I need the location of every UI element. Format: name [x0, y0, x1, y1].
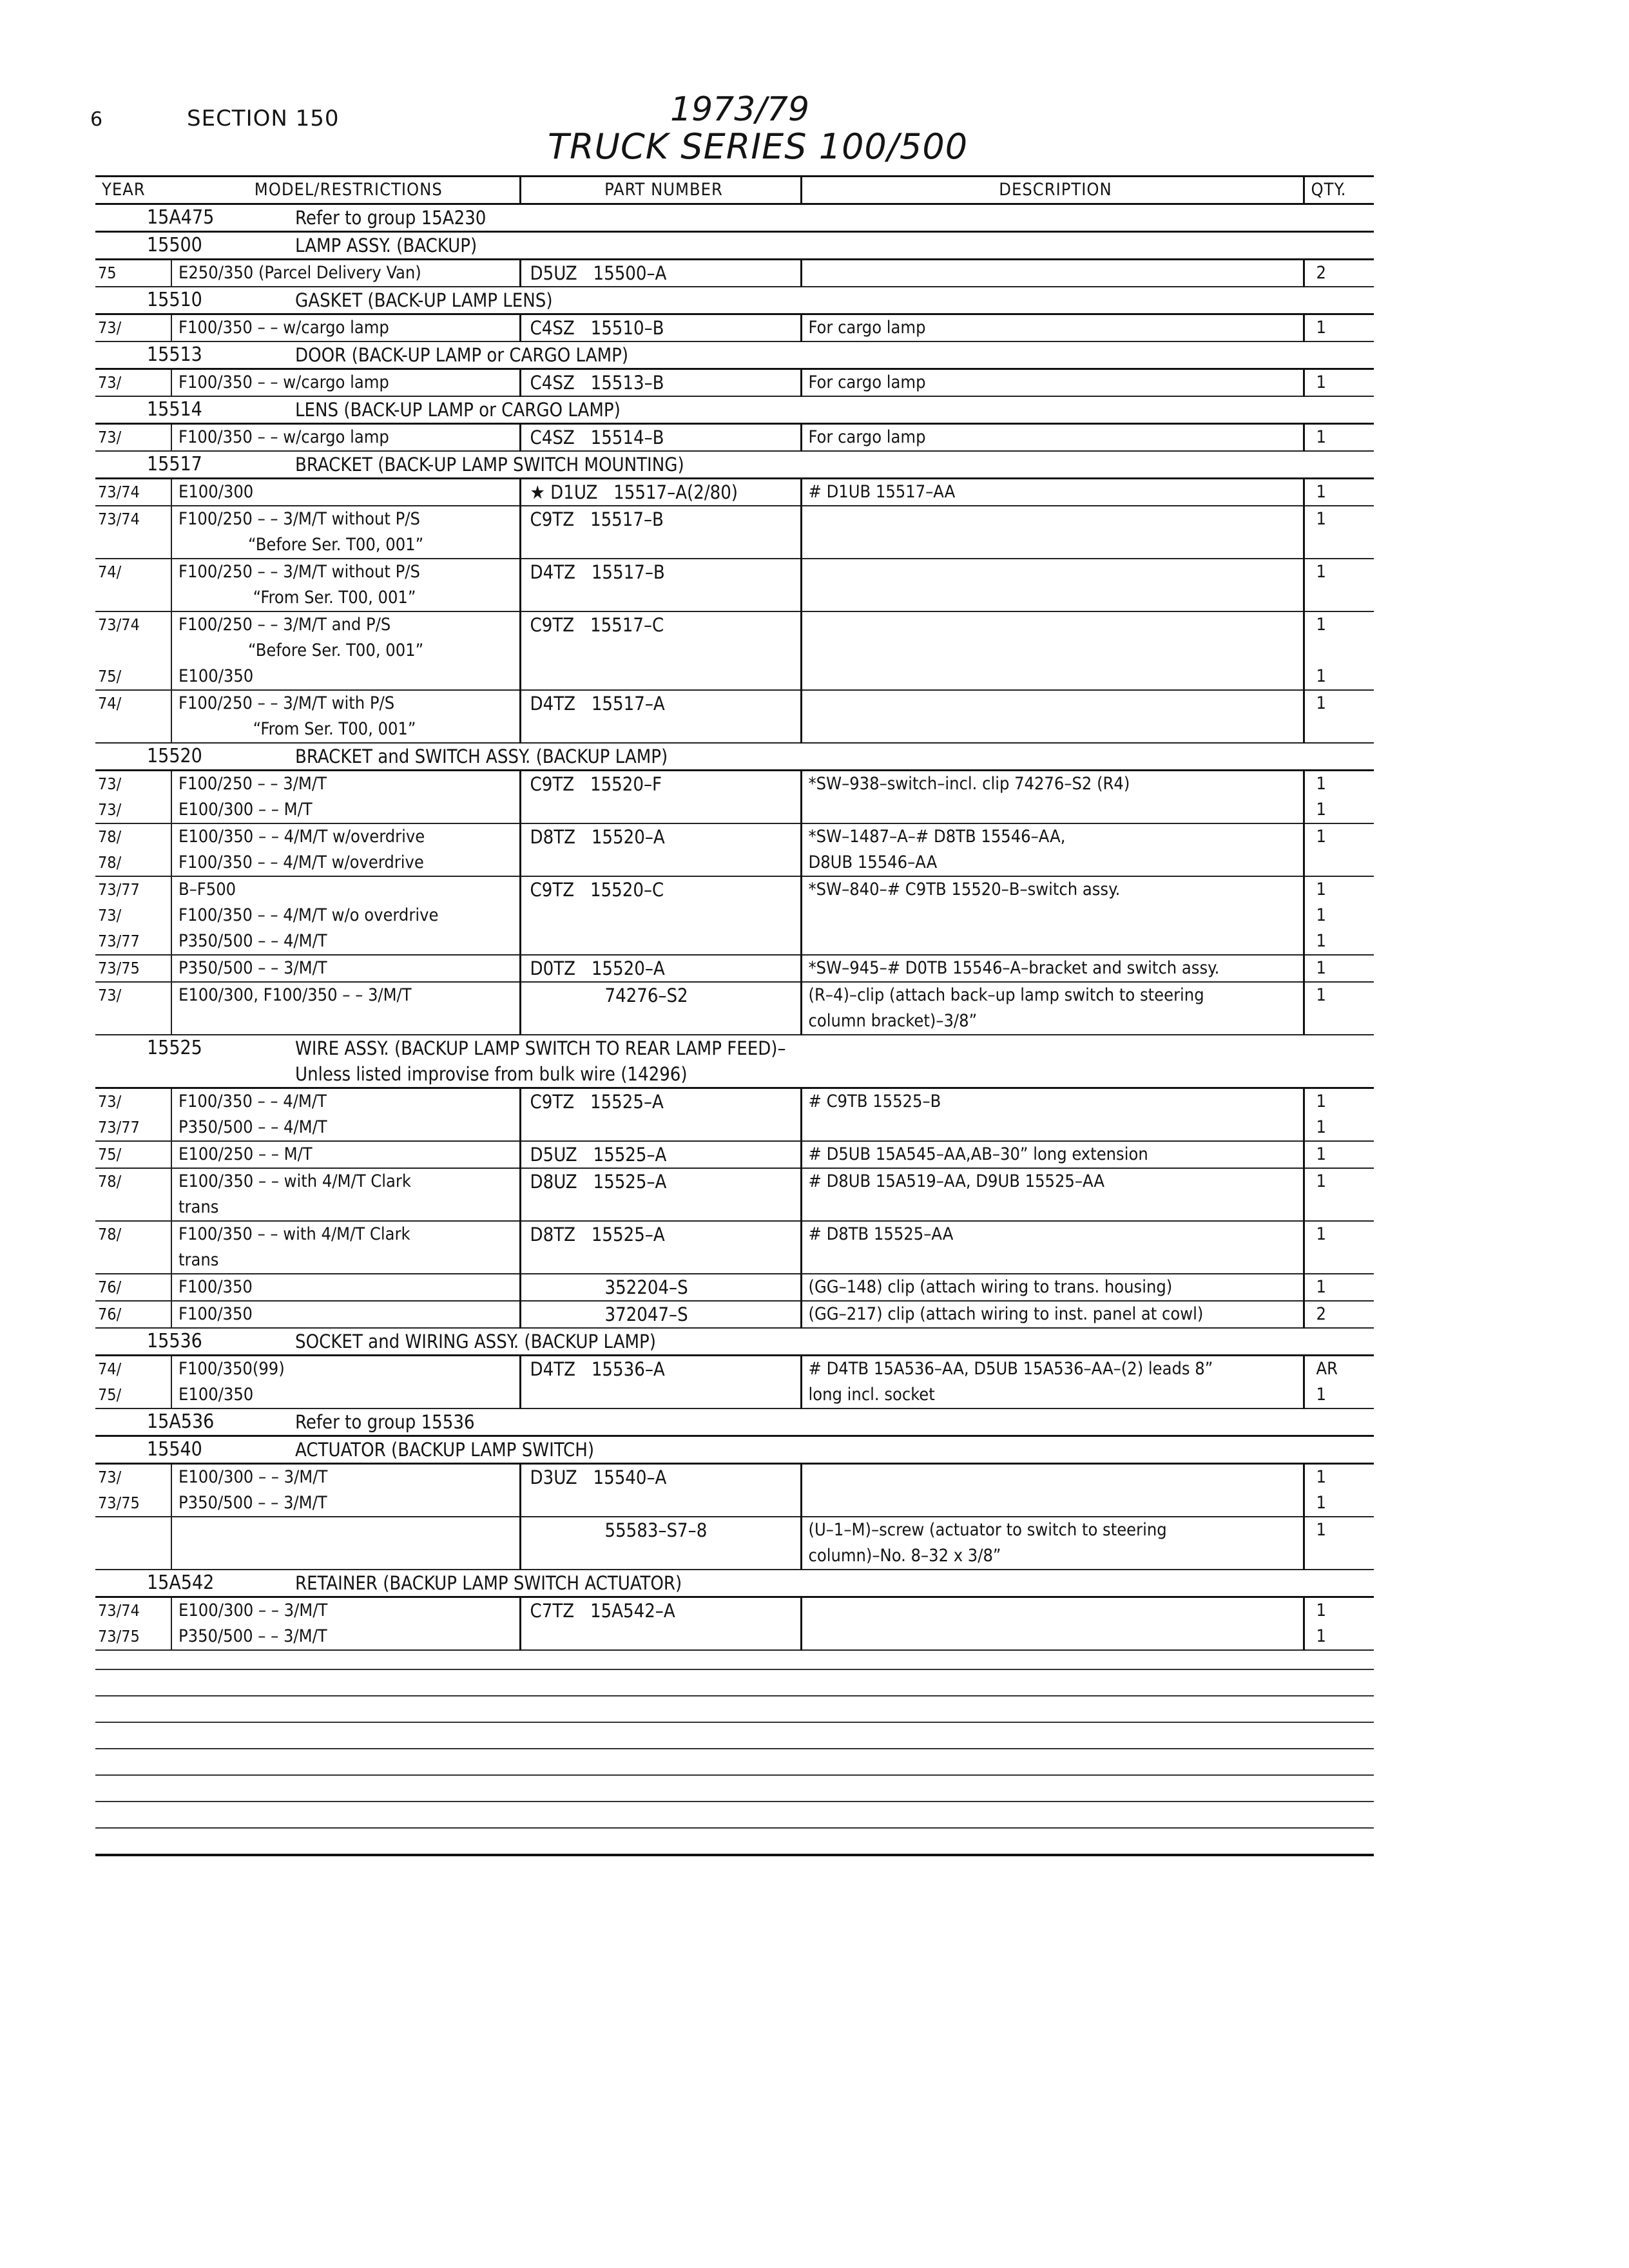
part-row [95, 903, 1374, 928]
row-part-number: C4SZ 15513–B [520, 369, 801, 397]
row-qty: AR [1316, 1359, 1338, 1379]
row-part-number: D4TZ 15536–A [520, 1356, 801, 1383]
row-year: 76/ [95, 1301, 171, 1328]
row-year: 73/ [95, 314, 171, 342]
group-header-cell [95, 1408, 1374, 1436]
group-header-cell [95, 341, 1374, 369]
row-year: 73/77 [95, 928, 171, 955]
row-description [801, 690, 1304, 743]
part-row [95, 1624, 1374, 1650]
row-model: P350/500 – – 4/M/T [171, 1115, 520, 1141]
blank-ruled-area [95, 1669, 1374, 1881]
row-year: 73/75 [95, 1490, 171, 1517]
row-qty: 1 [1304, 559, 1374, 611]
row-year: 73/77 [95, 1115, 171, 1141]
row-model: E100/300 – – 3/M/T [171, 1464, 520, 1491]
group-header-cell [95, 1436, 1374, 1464]
part-row [95, 1517, 1374, 1570]
row-part-number: C7TZ 15A542–A [520, 1597, 801, 1624]
row-part-number [520, 1115, 801, 1141]
row-part-number: D4TZ 15517–A [520, 690, 801, 743]
row-part-number [520, 1382, 801, 1408]
part-row [95, 823, 1374, 850]
row-model: F100/350 – – w/cargo lamp [171, 314, 520, 342]
column-header-year: YEAR [95, 177, 171, 204]
row-model: F100/250 – – 3/M/T without P/S “Before Ser. T00, 001” [171, 506, 520, 559]
group-header-row [95, 1035, 1374, 1088]
row-part-number: D0TZ 15520–A [520, 955, 801, 982]
row-description: D8UB 15546–AA [801, 850, 1304, 876]
ruled-line [95, 1774, 1374, 1776]
column-header-qty: QTY. [1304, 177, 1374, 204]
row-description [801, 1624, 1304, 1650]
group-header-row [95, 396, 1374, 424]
row-qty: 1 [1304, 1382, 1374, 1408]
row-qty: 1 [1304, 1517, 1374, 1570]
group-number: 15513 [147, 343, 202, 366]
row-year: 75/ [95, 1382, 171, 1408]
ruled-line [95, 1748, 1374, 1749]
row-part-number [520, 903, 801, 928]
row-description [801, 260, 1304, 287]
column-header-description: DESCRIPTION [801, 177, 1304, 204]
row-model: E100/300 [171, 479, 520, 506]
ruled-line [95, 1801, 1374, 1802]
row-description: # D4TB 15A536–AA, D5UB 15A536–AA–(2) leads 8” [801, 1356, 1304, 1383]
row-model: E100/300 – – 3/M/T [171, 1597, 520, 1624]
group-number: 15A536 [147, 1410, 215, 1433]
row-part-number: D4TZ 15517–B [520, 559, 801, 611]
part-row [95, 982, 1374, 1035]
parts-table [95, 175, 1374, 1651]
part-row [95, 1356, 1374, 1383]
ruled-line [95, 1827, 1374, 1829]
row-part-number [520, 850, 801, 876]
group-name: SOCKET and WIRING ASSY. (BACKUP LAMP) [295, 1331, 656, 1352]
row-part-number [520, 797, 801, 823]
part-row [95, 1382, 1374, 1408]
group-number: 15500 [147, 234, 202, 256]
row-year: 73/ [98, 774, 122, 793]
row-year: 74/ [95, 690, 171, 743]
row-part-number: 372047–S [520, 1301, 801, 1328]
row-description: # D1UB 15517–AA [801, 479, 1304, 506]
row-part-number: C9TZ 15520–F [520, 771, 801, 798]
row-model: F100/350 [171, 1301, 520, 1328]
group-number: 15A542 [147, 1571, 215, 1594]
row-part-number: C9TZ 15517–B [520, 506, 801, 559]
part-row [95, 1168, 1374, 1221]
row-model: F100/250 – – 3/M/T and P/S “Before Ser. T00, 001” [171, 611, 520, 664]
group-header-cell [95, 287, 1374, 314]
group-header-row [95, 232, 1374, 260]
row-qty: 1 [1304, 1490, 1374, 1517]
row-part-number [520, 1624, 801, 1650]
row-qty: 2 [1304, 260, 1374, 287]
row-year: 73/ [95, 797, 171, 823]
row-description: # D8TB 15525–AA [801, 1221, 1304, 1274]
part-row [95, 876, 1374, 903]
group-header-row [95, 341, 1374, 369]
part-row [95, 369, 1374, 397]
row-description [801, 664, 1304, 690]
row-qty: 1 [1316, 1467, 1326, 1487]
column-header-part-number: PART NUMBER [520, 177, 801, 204]
row-part-number: D5UZ 15500–A [520, 260, 801, 287]
row-year: 73/74 [95, 479, 171, 506]
row-part-number: C9TZ 15525–A [520, 1088, 801, 1115]
row-part-number: C4SZ 15514–B [520, 424, 801, 452]
group-header-cell [95, 204, 1374, 232]
part-row [95, 260, 1374, 287]
row-model: P350/500 – – 3/M/T [171, 1490, 520, 1517]
row-description: # D5UB 15A545–AA,AB–30” long extension [801, 1141, 1304, 1168]
row-description: (GG–148) clip (attach wiring to trans. housing) [801, 1274, 1304, 1301]
ruled-line [95, 1669, 1374, 1670]
row-description: long incl. socket [801, 1382, 1304, 1408]
row-model: F100/350 – – w/cargo lamp [171, 369, 520, 397]
row-model: F100/250 – – 3/M/T [171, 771, 520, 798]
row-qty: 1 [1316, 827, 1326, 847]
parts-table-container [95, 175, 1374, 1651]
row-qty: 1 [1304, 797, 1374, 823]
table-header-row [95, 177, 1374, 204]
row-qty: 1 [1304, 1274, 1374, 1301]
row-model: E100/350 – – with 4/M/T Clark trans [171, 1168, 520, 1221]
row-year: 73/ [95, 982, 171, 1035]
row-qty: 1 [1304, 1141, 1374, 1168]
group-header-cell [95, 1328, 1374, 1356]
row-model: P350/500 – – 3/M/T [171, 1624, 520, 1650]
group-number: 15536 [147, 1330, 202, 1352]
section-title: SECTION 150 [187, 106, 340, 131]
row-qty: 1 [1304, 506, 1374, 559]
row-description [801, 611, 1304, 664]
row-model: F100/350 – – with 4/M/T Clark trans [171, 1221, 520, 1274]
row-part-number: D8UZ 15525–A [520, 1168, 801, 1221]
row-part-number: C4SZ 15510–B [520, 314, 801, 342]
part-row [95, 559, 1374, 611]
row-year: 78/ [95, 1221, 171, 1274]
row-description [801, 1464, 1304, 1491]
part-row [95, 1597, 1374, 1624]
group-header-cell [95, 451, 1374, 479]
row-qty: 1 [1304, 1115, 1374, 1141]
group-name: LAMP ASSY. (BACKUP) [295, 235, 477, 256]
row-description: *SW–945–# D0TB 15546–A–bracket and switch assy. [801, 955, 1304, 982]
group-name: BRACKET and SWITCH ASSY. (BACKUP LAMP) [295, 745, 668, 767]
row-year: 75/ [95, 664, 171, 690]
part-row [95, 314, 1374, 342]
row-model: F100/350 – – w/cargo lamp [171, 424, 520, 452]
row-description: For cargo lamp [801, 314, 1304, 342]
row-year: 73/75 [95, 955, 171, 982]
row-year: 73/74 [98, 615, 140, 634]
row-description [801, 903, 1304, 928]
row-year: 73/75 [95, 1624, 171, 1650]
row-model: F100/350 – – 4/M/T w/overdrive [171, 850, 520, 876]
row-model: F100/250 – – 3/M/T with P/S “From Ser. T00, 001” [171, 690, 520, 743]
row-description: For cargo lamp [801, 369, 1304, 397]
row-part-number: 74276–S2 [520, 982, 801, 1035]
row-description: # D8UB 15A519–AA, D9UB 15525–AA [801, 1168, 1304, 1221]
row-year: 75 [95, 260, 171, 287]
row-model: E100/300, F100/350 – – 3/M/T [171, 982, 520, 1035]
row-qty: 1 [1304, 955, 1374, 982]
ruled-line [95, 1722, 1374, 1723]
row-year: 73/74 [95, 506, 171, 559]
row-year: 73/ [95, 424, 171, 452]
row-part-number: D3UZ 15540–A [520, 1464, 801, 1491]
row-description: # C9TB 15525–B [801, 1088, 1304, 1115]
row-year: 76/ [95, 1274, 171, 1301]
group-name: BRACKET (BACK-UP LAMP SWITCH MOUNTING) [295, 454, 684, 476]
column-header-model: MODEL/RESTRICTIONS [171, 177, 520, 204]
row-year: 73/77 [98, 880, 140, 899]
row-model: F100/250 – – 3/M/T without P/S “From Ser. T00, 001” [171, 559, 520, 611]
row-qty: 1 [1304, 690, 1374, 743]
group-name: WIRE ASSY. (BACKUP LAMP SWITCH TO REAR LAMP FEED)– Unless listed improvise from bulk wire (14296) [295, 1037, 786, 1085]
group-number: 15514 [147, 398, 202, 421]
row-qty: 1 [1304, 1221, 1374, 1274]
part-row [95, 1490, 1374, 1517]
row-qty: 1 [1316, 774, 1326, 794]
part-row [95, 611, 1374, 664]
part-row [95, 850, 1374, 876]
row-description: (GG–217) clip (attach wiring to inst. panel at cowl) [801, 1301, 1304, 1328]
row-part-number [520, 928, 801, 955]
group-header-cell [95, 1570, 1374, 1597]
ruled-line [95, 1695, 1374, 1696]
group-number: 15540 [147, 1438, 202, 1461]
row-model: E100/300 – – M/T [171, 797, 520, 823]
group-header-row [95, 743, 1374, 771]
row-year: 74/ [95, 559, 171, 611]
group-header-row [95, 287, 1374, 314]
part-row [95, 506, 1374, 559]
part-row [95, 1464, 1374, 1491]
row-part-number: D8TZ 15520–A [520, 823, 801, 850]
series-title: TRUCK SERIES 100/500 [548, 126, 969, 167]
part-row [95, 1088, 1374, 1115]
row-year: 73/ [98, 1092, 122, 1111]
part-row [95, 928, 1374, 955]
part-row [95, 1115, 1374, 1141]
row-year: 73/ [95, 369, 171, 397]
group-header-cell [95, 1035, 1374, 1088]
row-model: E250/350 (Parcel Delivery Van) [171, 260, 520, 287]
group-name: ACTUATOR (BACKUP LAMP SWITCH) [295, 1439, 595, 1461]
row-model: B–F500 [171, 876, 520, 903]
row-qty: 1 [1304, 369, 1374, 397]
row-qty: 1 [1316, 905, 1326, 925]
part-row [95, 424, 1374, 452]
row-model: F100/350 – – 4/M/T [171, 1088, 520, 1115]
group-name: Refer to group 15536 [295, 1411, 475, 1433]
group-name: Refer to group 15A230 [295, 207, 487, 229]
group-number: 15517 [147, 453, 202, 476]
row-year: 73/ [98, 1468, 122, 1486]
part-row [95, 664, 1374, 690]
row-model: F100/350 [171, 1274, 520, 1301]
group-name: GASKET (BACK-UP LAMP LENS) [295, 289, 553, 311]
row-model: F100/350 – – 4/M/T w/o overdrive [171, 903, 520, 928]
row-qty: 1 [1316, 879, 1326, 899]
group-header-row [95, 451, 1374, 479]
row-qty [1304, 850, 1374, 876]
part-row [95, 690, 1374, 743]
row-part-number: D5UZ 15525–A [520, 1141, 801, 1168]
row-qty: 1 [1316, 615, 1326, 635]
group-header-cell [95, 396, 1374, 424]
group-header-row [95, 1328, 1374, 1356]
row-qty: 1 [1304, 1168, 1374, 1221]
row-description [801, 1490, 1304, 1517]
group-name: LENS (BACK-UP LAMP or CARGO LAMP) [295, 399, 621, 421]
row-part-number: C9TZ 15517–C [520, 611, 801, 664]
group-header-row [95, 1408, 1374, 1436]
group-header-row [95, 1436, 1374, 1464]
row-description: *SW–938–switch–incl. clip 74276–S2 (R4) [801, 771, 1304, 798]
part-row [95, 1301, 1374, 1328]
row-model: P350/500 – – 4/M/T [171, 928, 520, 955]
row-part-number: 55583–S7–8 [520, 1517, 801, 1570]
page-number: 6 [90, 108, 103, 131]
row-part-number [520, 1490, 801, 1517]
row-qty: 1 [1304, 424, 1374, 452]
part-row [95, 1141, 1374, 1168]
row-part-number: 352204–S [520, 1274, 801, 1301]
row-year: 75/ [95, 1141, 171, 1168]
row-qty: 1 [1304, 479, 1374, 506]
row-part-number: C9TZ 15520–C [520, 876, 801, 903]
row-part-number [520, 664, 801, 690]
row-description: *SW–840–# C9TB 15520–B–switch assy. [801, 876, 1304, 903]
row-description [801, 797, 1304, 823]
row-description [801, 506, 1304, 559]
row-year: 73/74 [98, 1601, 140, 1620]
group-number: 15510 [147, 289, 202, 311]
group-number: 15A475 [147, 206, 215, 229]
row-model: E100/350 [171, 664, 520, 690]
group-name: DOOR (BACK-UP LAMP or CARGO LAMP) [295, 344, 629, 366]
row-description: *SW–1487–A–# D8TB 15546–AA, [801, 823, 1304, 850]
years-title: 1973/79 [670, 90, 810, 129]
row-description [801, 1597, 1304, 1624]
row-qty: 2 [1304, 1301, 1374, 1328]
group-header-cell [95, 743, 1374, 771]
row-model: E100/350 [171, 1382, 520, 1408]
group-header-cell [95, 232, 1374, 260]
row-description: (R–4)–clip (attach back–up lamp switch to steering column bracket)–3/8” [801, 982, 1304, 1035]
table-body [95, 204, 1374, 1651]
ruled-line-bottom [95, 1854, 1374, 1856]
part-row [95, 955, 1374, 982]
row-model: E100/250 – – M/T [171, 1141, 520, 1168]
row-year: 78/ [95, 850, 171, 876]
row-qty: 1 [1316, 1091, 1326, 1111]
row-qty: 1 [1304, 314, 1374, 342]
row-qty: 1 [1304, 982, 1374, 1035]
row-model [171, 1517, 520, 1570]
row-description: (U–1–M)–screw (actuator to switch to steering column)–No. 8–32 x 3/8” [801, 1517, 1304, 1570]
row-description: For cargo lamp [801, 424, 1304, 452]
part-row [95, 771, 1374, 798]
group-name: RETAINER (BACKUP LAMP SWITCH ACTUATOR) [295, 1572, 682, 1594]
row-model: F100/350(99) [171, 1356, 520, 1383]
row-part-number: D8TZ 15525–A [520, 1221, 801, 1274]
row-qty: 1 [1304, 928, 1374, 955]
part-row [95, 479, 1374, 506]
row-model: E100/350 – – 4/M/T w/overdrive [171, 823, 520, 850]
row-year: 73/ [98, 906, 122, 925]
row-description [801, 1115, 1304, 1141]
row-year: 78/ [95, 1168, 171, 1221]
row-qty: 1 [1316, 1600, 1326, 1620]
row-year [95, 1517, 171, 1570]
part-row [95, 797, 1374, 823]
row-year: 78/ [98, 827, 122, 846]
group-header-row [95, 204, 1374, 232]
row-year: 74/ [98, 1360, 122, 1378]
group-header-row [95, 1570, 1374, 1597]
row-part-number: ★ D1UZ 15517–A(2/80) [520, 479, 801, 506]
part-row [95, 1274, 1374, 1301]
part-row [95, 1221, 1374, 1274]
row-model: P350/500 – – 3/M/T [171, 955, 520, 982]
row-description [801, 928, 1304, 955]
row-qty: 1 [1304, 664, 1374, 690]
group-number: 15520 [147, 745, 202, 767]
row-qty: 1 [1304, 1624, 1374, 1650]
group-number: 15525 [147, 1037, 202, 1059]
row-description [801, 559, 1304, 611]
